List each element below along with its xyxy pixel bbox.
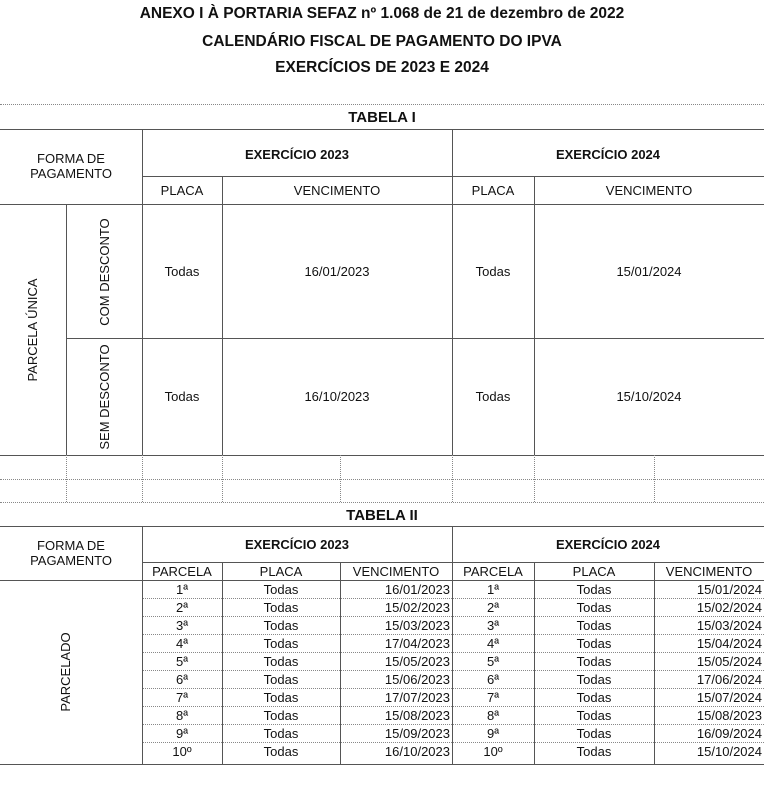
placa-2023: Todas [263,690,299,705]
placa-2023: Todas [263,744,299,759]
col-placa-2023: PLACA [259,564,303,579]
col-placa-2024: PLACA [471,183,515,198]
placa-2023: Todas [164,264,200,279]
parcela-2023: 6ª [175,672,189,687]
vencimento-2024: 15/10/2024 [696,744,762,759]
header-line-1: ANEXO I À PORTARIA SEFAZ nº 1.068 de 21 de dezembro de 2022 [139,5,625,22]
vencimento-2024: 15/01/2024 [696,582,762,597]
col-vencimento-2024: VENCIMENTO [605,183,693,198]
exercicio-2024-header: EXERCÍCIO 2024 [555,147,661,162]
parcela-2024: 10º [483,744,503,759]
tabela-1-title: TABELA I [348,109,416,126]
placa-2023: Todas [263,582,299,597]
vencimento-2024: 15/10/2024 [616,389,682,404]
parcela-2023: 3ª [175,618,189,633]
exercicio-2024-header: EXERCÍCIO 2024 [555,537,661,552]
placa-2024: Todas [576,582,612,597]
placa-2024: Todas [576,654,612,669]
parcela-2023: 2ª [175,600,189,615]
vencimento-2024: 15/02/2024 [696,600,762,615]
parcela-unica-label: PARCELA ÚNICA [25,278,40,382]
vencimento-2023: 15/05/2023 [384,654,450,669]
sem-desconto-label: SEM DESCONTO [97,344,112,450]
placa-2024: Todas [576,618,612,633]
exercicio-2023-header: EXERCÍCIO 2023 [244,147,350,162]
forma-pagamento-line1: FORMA DE [37,538,105,553]
placa-2024: Todas [475,389,511,404]
placa-2024: Todas [475,264,511,279]
parcela-2023: 9ª [175,726,189,741]
parcela-2024: 7ª [486,690,500,705]
vencimento-2023: 15/08/2023 [384,708,450,723]
placa-2023: Todas [263,672,299,687]
vencimento-2023: 17/04/2023 [384,636,450,651]
col-vencimento-2023: VENCIMENTO [352,564,440,579]
col-placa-2024: PLACA [572,564,616,579]
vencimento-2023: 16/10/2023 [384,744,450,759]
header-line-2: CALENDÁRIO FISCAL DE PAGAMENTO DO IPVA [202,33,562,50]
col-vencimento-2023: VENCIMENTO [293,183,381,198]
forma-pagamento-line2: PAGAMENTO [30,553,112,568]
parcela-2023: 7ª [175,690,189,705]
parcela-2024: 2ª [486,600,500,615]
parcela-2024: 5ª [486,654,500,669]
vencimento-2023: 15/02/2023 [384,600,450,615]
placa-2024: Todas [576,708,612,723]
tabela-2-title: TABELA II [346,507,418,524]
placa-2024: Todas [576,636,612,651]
col-vencimento-2024: VENCIMENTO [665,564,753,579]
vencimento-2023: 16/01/2023 [384,582,450,597]
parcela-2023: 4ª [175,636,189,651]
vencimento-2023: 15/06/2023 [384,672,450,687]
vencimento-2024: 15/01/2024 [616,264,682,279]
parcela-2024: 9ª [486,726,500,741]
vencimento-2024: 15/04/2024 [696,636,762,651]
parcela-2024: 3ª [486,618,500,633]
placa-2023: Todas [263,618,299,633]
parcela-2023: 8ª [175,708,189,723]
col-parcela-2024: PARCELA [463,564,523,579]
placa-2024: Todas [576,744,612,759]
vencimento-2023: 15/03/2023 [384,618,450,633]
placa-2024: Todas [576,726,612,741]
vencimento-2024: 15/08/2023 [696,708,762,723]
placa-2023: Todas [263,636,299,651]
vencimento-2024: 15/03/2024 [696,618,762,633]
parcela-2024: 6ª [486,672,500,687]
parcela-2024: 8ª [486,708,500,723]
vencimento-2024: 17/06/2024 [696,672,762,687]
forma-pagamento-line2: PAGAMENTO [30,166,112,181]
col-placa-2023: PLACA [160,183,204,198]
placa-2024: Todas [576,690,612,705]
vencimento-2023: 15/09/2023 [384,726,450,741]
placa-2023: Todas [263,600,299,615]
parcelado-label: PARCELADO [58,632,73,712]
parcela-2023: 10º [172,744,192,759]
parcela-2023: 1ª [175,582,189,597]
vencimento-2023: 16/10/2023 [304,389,370,404]
forma-pagamento-line1: FORMA DE [37,151,105,166]
placa-2023: Todas [164,389,200,404]
placa-2023: Todas [263,726,299,741]
header-line-3: EXERCÍCIOS DE 2023 E 2024 [275,59,489,76]
vencimento-2023: 16/01/2023 [304,264,370,279]
exercicio-2023-header: EXERCÍCIO 2023 [244,537,350,552]
parcela-2023: 5ª [175,654,189,669]
parcela-2024: 4ª [486,636,500,651]
vencimento-2024: 16/09/2024 [696,726,762,741]
placa-2023: Todas [263,708,299,723]
placa-2023: Todas [263,654,299,669]
com-desconto-label: COM DESCONTO [97,218,112,326]
vencimento-2023: 17/07/2023 [384,690,450,705]
vencimento-2024: 15/07/2024 [696,690,762,705]
col-parcela-2023: PARCELA [152,564,212,579]
vencimento-2024: 15/05/2024 [696,654,762,669]
placa-2024: Todas [576,600,612,615]
placa-2024: Todas [576,672,612,687]
parcela-2024: 1ª [486,582,500,597]
